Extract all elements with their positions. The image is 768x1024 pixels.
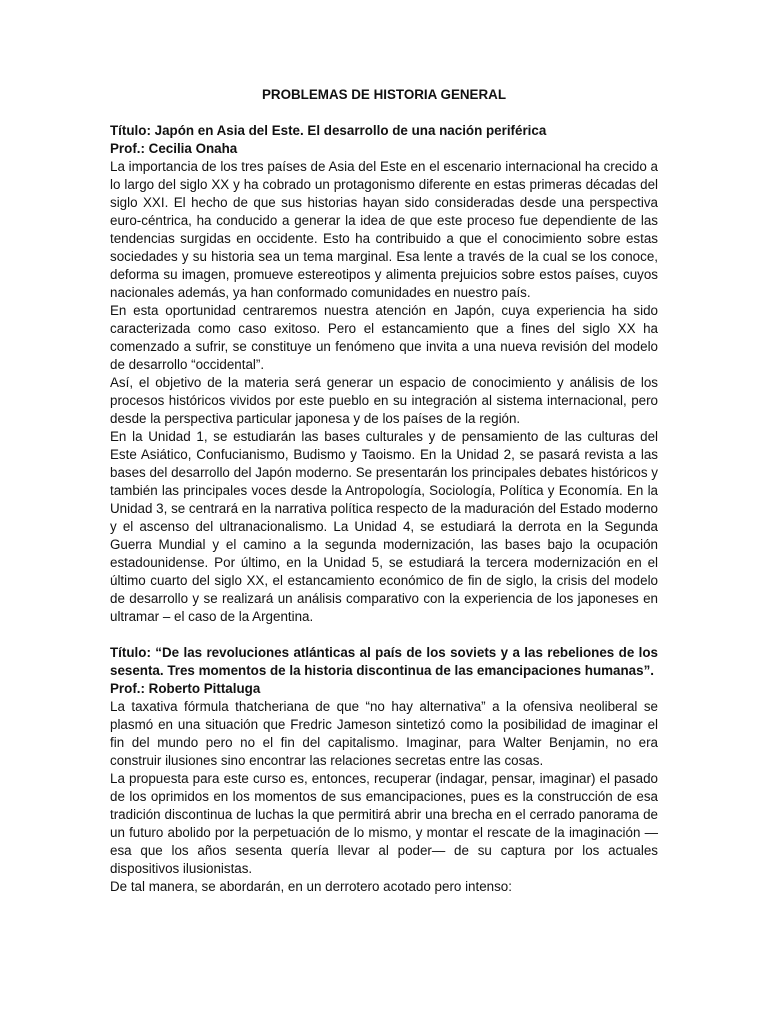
course-section-japon [110, 122, 658, 626]
paragraph: En esta oportunidad centraremos nuestra atención en Japón, cuya experiencia ha sido caracterizada como caso exitoso. Pero el estancamiento que a fines del siglo XX ha comenzado a sufrir, se constituye un fenómeno que invita a una nueva revisión del modelo de desarrollo “occidental”. [110, 303, 658, 372]
course-title: Título: “De las revoluciones atlánticas al país de los soviets y a las rebeliones de los sesenta. Tres momentos de la historia discontinua de las emancipaciones humanas”. [110, 645, 658, 678]
course-professor: Prof.: Cecilia Onaha [110, 141, 238, 156]
document-title: PROBLEMAS DE HISTORIA GENERAL [261, 87, 507, 102]
paragraph: En la Unidad 1, se estudiarán las bases culturales y de pensamiento de las culturas del Este Asiático, Confucianismo, Budismo y Taoismo. En la Unidad 2, se pasará revista a las bases del desarrollo del Japón moderno. Se presentarán los principales debates históricos y también las principales voces desde la Antropología, Sociología, Política y Economía. En la Unidad 3, se centrará en la narrativa política respecto de la maduración del Estado moderno y el ascenso del ultranacionalismo. La Unidad 4, se estudiará la derrota en la Segunda Guerra Mundial y el camino a la segunda modernización, las bases bajo la ocupación estadounidense. Por último, en la Unidad 5, se estudiará la tercera modernización en el último cuarto del siglo XX, el estancamiento económico de fin de siglo, la crisis del modelo de desarrollo y se realizará un análisis comparativo con la experiencia de los japoneses en ultramar – el caso de la Argentina. [110, 429, 658, 624]
paragraph: La importancia de los tres países de Asia del Este en el escenario internacional ha crecido a lo largo del siglo XX y ha cobrado un protagonismo diferente en estas primeras décadas del siglo XXI. El hecho de que sus historias hayan sido consideradas desde una perspectiva euro-céntrica, ha conducido a generar la idea de que este proceso fue dependiente de las tendencias surgidas en occidente. Esto ha contribuido a que el conocimiento sobre estas sociedades y su historia sea un tema marginal. Esa lente a través de la cual se los conoce, deforma su imagen, promueve estereotipos y alimenta prejuicios sobre estos países, cuyos nacionales además, ya han conformado comunidades en nuestro país. [110, 159, 658, 300]
course-title: Título: Japón en Asia del Este. El desarrollo de una nación periférica [110, 123, 547, 138]
course-professor: Prof.: Roberto Pittaluga [110, 681, 261, 696]
paragraph: La taxativa fórmula thatcheriana de que “no hay alternativa” a la ofensiva neoliberal se plasmó en una situación que Fredric Jameson sintetizó como la posibilidad de imaginar el fin del mundo pero no el fin del capitalismo. Imaginar, para Walter Benjamin, no era construir ilusiones sino encontrar las relaciones secretas entre las cosas. [110, 699, 658, 768]
course-section-revoluciones [110, 644, 658, 896]
document-page [110, 86, 658, 896]
paragraph: Así, el objetivo de la materia será generar un espacio de conocimiento y análisis de los procesos históricos vividos por este pueblo en su integración al sistema internacional, pero desde la perspectiva particular japonesa y de los países de la región. [110, 375, 658, 426]
paragraph: La propuesta para este curso es, entonces, recuperar (indagar, pensar, imaginar) el pasado de los oprimidos en los momentos de sus emancipaciones, pues es la construcción de esa tradición discontinua de luchas la que permitirá abrir una brecha en el cerrado panorama de un futuro abolido por la perpetuación de lo mismo, y montar el rescate de la imaginación — esa que los años sesenta quería llevar al poder— de su captura por los actuales dispositivos ilusionistas. [110, 771, 658, 876]
paragraph: De tal manera, se abordarán, en un derrotero acotado pero intenso: [110, 879, 512, 894]
